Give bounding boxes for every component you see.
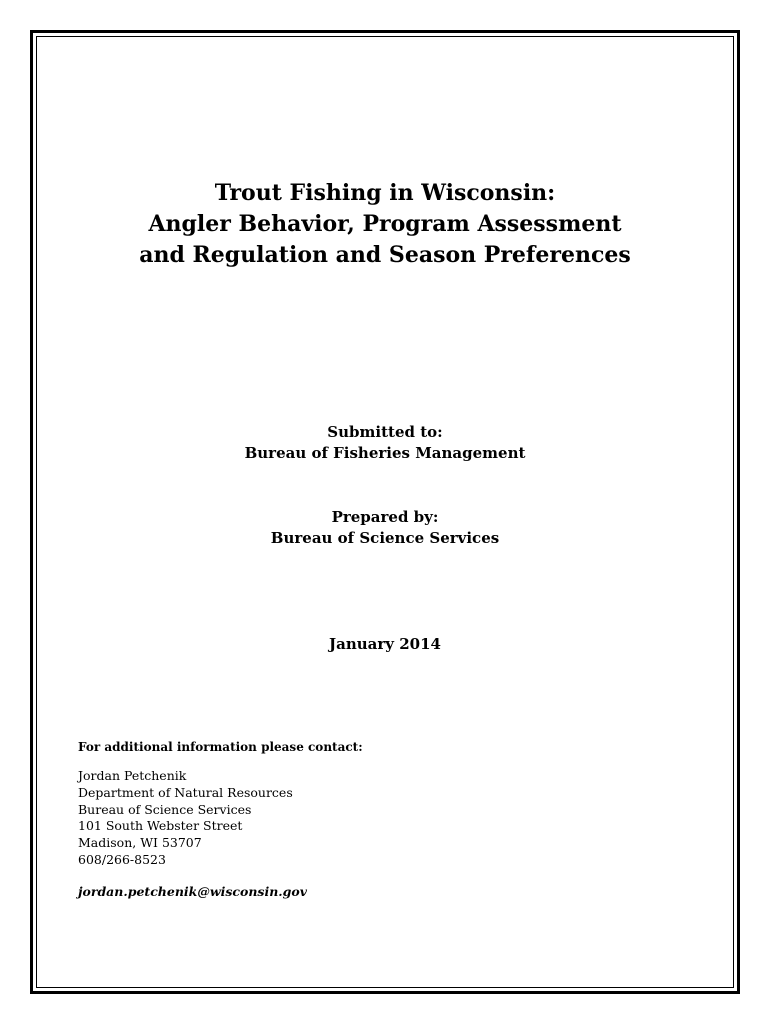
prepared-by-label: Prepared by: — [331, 508, 439, 526]
date-text: January 2014 — [329, 635, 441, 653]
title-line-3: and Regulation and Season Preferences — [139, 242, 631, 268]
contact-section — [78, 738, 678, 900]
contact-name: Jordan Petchenik — [78, 768, 187, 783]
contact-heading: For additional information please contact: — [78, 740, 363, 754]
document-title — [36, 178, 734, 271]
contact-email: jordan.petchenik@wisconsin.gov — [78, 883, 307, 899]
prepared-by-section — [36, 507, 734, 549]
submitted-to-section — [36, 422, 734, 464]
title-line-1: Trout Fishing in Wisconsin: — [214, 180, 556, 206]
contact-phone: 608/266-8523 — [78, 851, 166, 867]
contact-department: Department of Natural Resources — [78, 784, 293, 800]
prepared-by-value: Bureau of Science Services — [270, 529, 500, 547]
submitted-to-value: Bureau of Fisheries Management — [244, 444, 526, 462]
publication-date — [36, 634, 734, 655]
contact-street: 101 South Webster Street — [78, 818, 243, 834]
contact-bureau: Bureau of Science Services — [78, 801, 252, 817]
submitted-to-label: Submitted to: — [327, 423, 443, 441]
contact-city: Madison, WI 53707 — [78, 835, 202, 851]
title-line-2: Angler Behavior, Program Assessment — [148, 211, 622, 237]
